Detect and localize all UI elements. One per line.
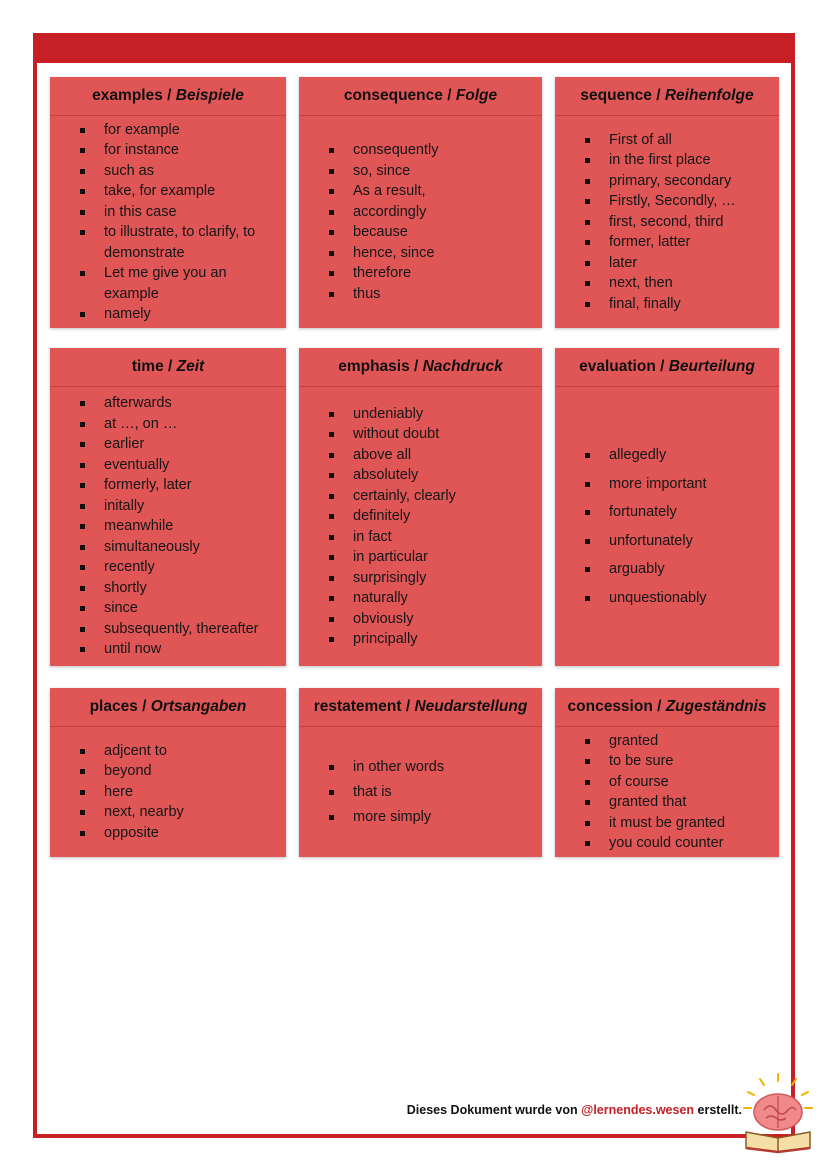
phrase-item: former, latter: [555, 232, 779, 253]
card-title-en: evaluation: [579, 358, 656, 375]
phrase-item: at …, on …: [50, 414, 286, 435]
phrase-list: [555, 731, 779, 854]
phrase-item: therefore: [299, 263, 542, 284]
phrase-item: meanwhile: [50, 516, 286, 537]
card-concession: [555, 688, 779, 857]
card-title-de: Nachdruck: [422, 358, 503, 375]
phrase-item: here: [50, 782, 286, 803]
phrase-list: [50, 120, 286, 325]
card-title-de: Neudarstellung: [414, 698, 528, 715]
phrase-item: in fact: [299, 527, 542, 548]
card-title-en: concession: [567, 698, 653, 715]
card-emphasis: [299, 348, 542, 666]
phrase-item: initally: [50, 496, 286, 517]
phrase-item: in particular: [299, 547, 542, 568]
phrase-item: First of all: [555, 130, 779, 151]
footer-prefix: Dieses Dokument wurde von: [406, 1103, 582, 1117]
card-title-en: restatement: [313, 698, 402, 715]
card-title-de: Beispiele: [175, 87, 244, 104]
phrase-item: shortly: [50, 578, 286, 599]
brain-on-book-icon: [740, 1070, 816, 1154]
card-time: [50, 348, 286, 666]
phrase-item: above all: [299, 445, 542, 466]
phrase-item: such as: [50, 161, 286, 182]
phrase-item: more important: [555, 474, 779, 495]
phrase-item: absolutely: [299, 465, 542, 486]
phrase-list: [50, 741, 286, 844]
card-title-de: Ortsangaben: [150, 698, 247, 715]
phrase-item: recently: [50, 557, 286, 578]
card-title: consequence / Folge: [299, 77, 542, 116]
phrase-item: unfortunately: [555, 531, 779, 552]
phrase-item: so, since: [299, 161, 542, 182]
phrase-item: hence, since: [299, 243, 542, 264]
card-consequence: [299, 77, 542, 328]
phrase-item: opposite: [50, 823, 286, 844]
phrase-item: you could counter: [555, 833, 779, 854]
phrase-item: afterwards: [50, 393, 286, 414]
phrase-item: to be sure: [555, 751, 779, 772]
phrase-item: definitely: [299, 506, 542, 527]
phrase-item: next, then: [555, 273, 779, 294]
phrase-item: Let me give you an example: [50, 263, 286, 304]
phrase-item: since: [50, 598, 286, 619]
phrase-item: of course: [555, 772, 779, 793]
footer-suffix: erstellt.: [694, 1103, 742, 1117]
card-title: time / Zeit: [50, 348, 286, 387]
phrase-item: primary, secondary: [555, 171, 779, 192]
phrase-item: formerly, later: [50, 475, 286, 496]
phrase-item: because: [299, 222, 542, 243]
phrase-item: fortunately: [555, 502, 779, 523]
card-title-de: Reihenfolge: [664, 87, 754, 104]
phrase-item: consequently: [299, 140, 542, 161]
phrase-item: As a result,: [299, 181, 542, 202]
card-title-en: time: [131, 358, 164, 375]
phrase-item: arguably: [555, 559, 779, 580]
footer-credit: [407, 1103, 742, 1117]
card-title-en: places: [89, 698, 138, 715]
card-title-de: Beurteilung: [668, 358, 755, 375]
phrase-list: [50, 393, 286, 660]
phrase-list: [555, 437, 779, 616]
card-sequence: [555, 77, 779, 328]
phrase-item: simultaneously: [50, 537, 286, 558]
phrase-list: [555, 130, 779, 315]
phrase-item: final, finally: [555, 294, 779, 315]
phrase-item: granted: [555, 731, 779, 752]
phrase-item: obviously: [299, 609, 542, 630]
phrase-item: first, second, third: [555, 212, 779, 233]
card-title-de: Zeit: [176, 358, 205, 375]
phrase-item: accordingly: [299, 202, 542, 223]
phrase-item: naturally: [299, 588, 542, 609]
phrase-list: [299, 140, 542, 304]
phrase-item: take, for example: [50, 181, 286, 202]
phrase-item: granted that: [555, 792, 779, 813]
phrase-item: more simply: [299, 807, 542, 828]
phrase-item: eventually: [50, 455, 286, 476]
phrase-item: until now: [50, 639, 286, 660]
phrase-list: [299, 752, 542, 832]
phrase-item: allegedly: [555, 445, 779, 466]
card-title-en: sequence: [580, 87, 652, 104]
card-title: evaluation / Beurteilung: [555, 348, 779, 387]
phrase-item: without doubt: [299, 424, 542, 445]
card-title-en: consequence: [343, 87, 443, 104]
phrase-item: in this case: [50, 202, 286, 223]
phrase-item: in other words: [299, 757, 542, 778]
phrase-item: thus: [299, 284, 542, 305]
card-title: emphasis / Nachdruck: [299, 348, 542, 387]
phrase-item: undeniably: [299, 404, 542, 425]
phrase-list: [299, 404, 542, 650]
card-evaluation: [555, 348, 779, 666]
card-title-en: examples: [92, 87, 163, 104]
card-examples: [50, 77, 286, 328]
phrase-item: subsequently, thereafter: [50, 619, 286, 640]
phrase-item: next, nearby: [50, 802, 286, 823]
card-title: examples / Beispiele: [50, 77, 286, 116]
card-title-de: Folge: [455, 87, 498, 104]
phrase-item: unquestionably: [555, 588, 779, 609]
card-title: restatement / Neudarstellung: [299, 688, 542, 727]
phrase-item: adjcent to: [50, 741, 286, 762]
phrase-item: beyond: [50, 761, 286, 782]
phrase-item: Firstly, Secondly, …: [555, 191, 779, 212]
phrase-item: in the first place: [555, 150, 779, 171]
card-places: [50, 688, 286, 857]
phrase-item: certainly, clearly: [299, 486, 542, 507]
phrase-item: later: [555, 253, 779, 274]
phrase-item: earlier: [50, 434, 286, 455]
card-title: sequence / Reihenfolge: [555, 77, 779, 116]
card-title: places / Ortsangaben: [50, 688, 286, 727]
card-title: concession / Zugeständnis: [555, 688, 779, 727]
author-handle-link[interactable]: @lernendes.wesen: [581, 1103, 695, 1117]
card-title-de: Zugeständnis: [665, 698, 767, 715]
phrase-item: for instance: [50, 140, 286, 161]
phrase-item: namely: [50, 304, 286, 325]
phrase-item: it must be granted: [555, 813, 779, 834]
phrase-item: principally: [299, 629, 542, 650]
phrase-item: to illustrate, to clarify, to demonstrate: [50, 222, 286, 263]
phrase-item: that is: [299, 782, 542, 803]
phrase-item: for example: [50, 120, 286, 141]
card-title-en: emphasis: [338, 358, 410, 375]
phrase-item: surprisingly: [299, 568, 542, 589]
card-restatement: [299, 688, 542, 857]
